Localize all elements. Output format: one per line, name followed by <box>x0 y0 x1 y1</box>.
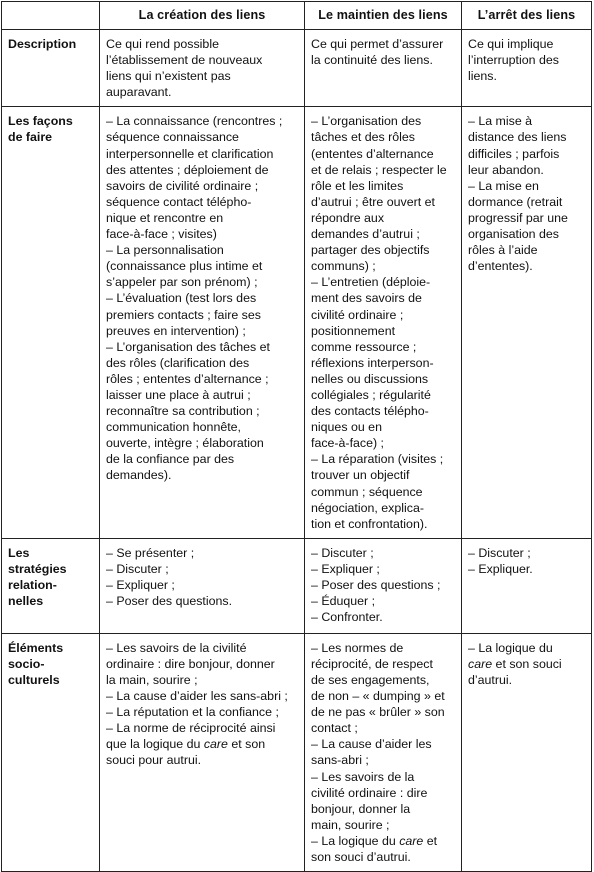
cell-line: que la logique du care et son <box>106 737 266 752</box>
cell-line: de ne pas « brûler » son <box>311 705 445 720</box>
cell-maintien-facons <box>305 107 462 538</box>
cell-line: réciprocité, de respect <box>311 656 433 671</box>
cell-line: – La connaissance (rencontres ; <box>106 114 283 129</box>
cell-line: premiers contacts ; faire ses <box>106 307 261 322</box>
cell-line: ouverte, intègre ; élaboration <box>106 436 264 451</box>
cell-line: – L’entretien (déploie- <box>311 275 431 290</box>
cell-line: – La norme de réciprocité ainsi <box>106 721 276 736</box>
cell-line: Les <box>8 545 30 560</box>
cell-line: trouver un objectif <box>311 468 410 483</box>
cell-line: – La logique du care et <box>311 833 438 848</box>
cell-line: négociation, explica- <box>311 500 424 515</box>
cell-line: face-à-face ; visites) <box>106 227 217 242</box>
cell-line: – La logique du <box>468 640 553 655</box>
cell-line: Description <box>8 37 77 51</box>
cell-line: séquence connaissance <box>106 130 239 145</box>
row-header-facons <box>2 107 100 538</box>
cell-line: – La cause d’aider les <box>311 737 432 752</box>
cell-line: – L’organisation des <box>311 114 422 129</box>
cell-line: réflexions interperson- <box>311 355 434 370</box>
cell-creation-description <box>100 30 305 107</box>
cell-line: l’établissement de nouveaux <box>106 53 263 68</box>
cell-line: partager des objectifs <box>311 243 430 258</box>
cell-line: Ce qui permet d’assurer <box>311 37 444 51</box>
cell-maintien-strategies <box>305 538 462 633</box>
cell-line: civilité ordinaire ; <box>311 307 404 322</box>
cell-line: Éléments <box>8 640 64 655</box>
cell-line: relation- <box>8 578 57 592</box>
cell-line: rôles à l’aide <box>468 243 538 258</box>
cell-line: (ententes d’alternance <box>311 146 434 161</box>
table-row <box>2 633 592 871</box>
cell-line: savoirs de civilité ordinaire ; <box>106 178 259 193</box>
cell-line: d’autrui. <box>468 673 513 687</box>
row-header-elements <box>2 633 100 871</box>
table-row <box>2 30 592 107</box>
cell-line: care et son souci <box>468 656 562 671</box>
cell-arret-description <box>462 30 592 107</box>
row-header-strategies <box>2 538 100 633</box>
links-table <box>1 1 592 872</box>
cell-line: ment des savoirs de <box>311 291 422 306</box>
cell-line: contact ; <box>311 721 358 736</box>
cell-line: main, sourire ; <box>311 817 390 832</box>
cell-line: – Discuter ; <box>468 545 531 560</box>
column-header-maintien: Le maintien des liens <box>305 2 462 30</box>
cell-line: – Poser des questions. <box>106 594 233 609</box>
cell-maintien-elements <box>305 633 462 871</box>
cell-line: – Discuter ; <box>106 561 169 576</box>
cell-line: Ce qui implique <box>468 37 554 51</box>
cell-line: – La réparation (visites ; <box>311 452 444 467</box>
cell-line: difficiles ; parfois <box>468 146 560 161</box>
corner-header <box>2 2 100 30</box>
cell-line: demandes d’autrui ; <box>311 227 420 242</box>
cell-line: – La réputation et la confiance ; <box>106 705 279 720</box>
cell-creation-elements <box>100 633 305 871</box>
cell-creation-strategies <box>100 538 305 633</box>
cell-line: – Discuter ; <box>311 545 374 560</box>
cell-line: et de relais ; respecter le <box>311 162 447 177</box>
cell-line: liens qui n’existent pas <box>106 69 231 84</box>
cell-line: de faire <box>8 130 53 145</box>
cell-line: – Les normes de <box>311 640 404 655</box>
cell-line: répondre aux <box>311 210 385 225</box>
cell-line: de non – « dumping » et <box>311 689 445 704</box>
cell-line: liens. <box>468 69 497 84</box>
cell-line: distance des liens <box>468 130 567 145</box>
cell-line: souci pour autrui. <box>106 753 202 768</box>
cell-line: – Les savoirs de la <box>311 769 415 784</box>
cell-line: comme ressource ; <box>311 339 417 354</box>
cell-line: commun ; séquence <box>311 484 423 499</box>
cell-line: – La personnalisation <box>106 243 224 258</box>
cell-line: dormance (retrait <box>468 194 563 209</box>
cell-line: collégiales ; régularité <box>311 387 431 402</box>
cell-line: rôles ; ententes d’alternance ; <box>106 371 269 386</box>
cell-line: progressif par une <box>468 210 568 225</box>
cell-line: tion et confrontation). <box>311 516 428 531</box>
cell-line: – L’organisation des tâches et <box>106 339 270 354</box>
cell-line: – Confronter. <box>311 610 383 625</box>
cell-line: socio- <box>8 656 45 671</box>
cell-line: leur abandon. <box>468 162 544 177</box>
header-row <box>2 2 592 30</box>
cell-line: communs) ; <box>311 259 376 274</box>
cell-line: des rôles (clarification des <box>106 355 250 370</box>
cell-arret-elements <box>462 633 592 871</box>
cell-line: – Poser des questions ; <box>311 578 441 592</box>
cell-line: séquence contact télépho- <box>106 194 252 209</box>
cell-creation-facons <box>100 107 305 538</box>
cell-line: stratégies <box>8 561 67 576</box>
cell-line: sans-abri ; <box>311 753 369 768</box>
cell-line: civilité ordinaire : dire <box>311 785 428 800</box>
cell-line: Les façons <box>8 114 73 129</box>
column-header-arret: L’arrêt des liens <box>462 2 592 30</box>
column-header-creation: La création des liens <box>100 2 305 30</box>
cell-line: organisation des <box>468 227 559 242</box>
cell-line: de ses engagements, <box>311 673 430 687</box>
cell-line: reconnaître sa contribution ; <box>106 404 260 419</box>
cell-line: – Expliquer ; <box>106 578 175 592</box>
cell-line: nelles ou discussions <box>311 371 429 386</box>
cell-line: – Expliquer ; <box>311 561 380 576</box>
cell-line: des attentes ; déploiement de <box>106 162 269 177</box>
cell-line: laisser une place à autrui ; <box>106 387 251 402</box>
cell-arret-facons <box>462 107 592 538</box>
cell-line: culturels <box>8 673 60 687</box>
cell-line: son souci d’autrui. <box>311 850 411 865</box>
cell-line: la main, sourire ; <box>106 673 198 687</box>
cell-line: interpersonnelle et clarification <box>106 146 274 161</box>
cell-line: la continuité des liens. <box>311 53 433 68</box>
cell-line: tâches et des rôles <box>311 130 416 145</box>
cell-line: – La mise à <box>468 114 533 129</box>
cell-line: communication honnête, <box>106 420 242 435</box>
cell-line: d’autrui ; être ouvert et <box>311 194 435 209</box>
cell-line: – Se présenter ; <box>106 545 195 560</box>
cell-maintien-description <box>305 30 462 107</box>
cell-line: nelles <box>8 594 44 609</box>
cell-line: s’appeler par son prénom) ; <box>106 275 258 290</box>
cell-line: (connaissance plus intime et <box>106 259 263 274</box>
cell-line: – Les savoirs de la civilité <box>106 640 247 655</box>
cell-line: bonjour, donner la <box>311 801 411 816</box>
cell-line: – La cause d’aider les sans-abri ; <box>106 689 288 704</box>
row-header-description <box>2 30 100 107</box>
cell-arret-strategies <box>462 538 592 633</box>
cell-line: de la confiance par des <box>106 452 235 467</box>
cell-line: rôle et les limites <box>311 178 404 193</box>
cell-line: l’interruption des <box>468 53 559 68</box>
cell-line: des contacts télépho- <box>311 404 429 419</box>
cell-line: positionnement <box>311 323 396 338</box>
cell-line: – Expliquer. <box>468 561 533 576</box>
table-row <box>2 538 592 633</box>
cell-line: niques ou en <box>311 420 382 435</box>
cell-line: preuves en intervention) ; <box>106 323 246 338</box>
cell-line: face-à-face) ; <box>311 436 384 451</box>
cell-line: – La mise en <box>468 178 539 193</box>
cell-line: nique et rencontre en <box>106 210 224 225</box>
cell-line: – Éduquer ; <box>311 594 376 609</box>
cell-line: ordinaire : dire bonjour, donner <box>106 656 275 671</box>
cell-line: auparavant. <box>106 85 172 100</box>
cell-line: d’ententes). <box>468 259 533 274</box>
cell-line: Ce qui rend possible <box>106 37 219 51</box>
cell-line: demandes). <box>106 468 172 483</box>
table-row <box>2 107 592 538</box>
cell-line: – L’évaluation (test lors des <box>106 291 257 306</box>
